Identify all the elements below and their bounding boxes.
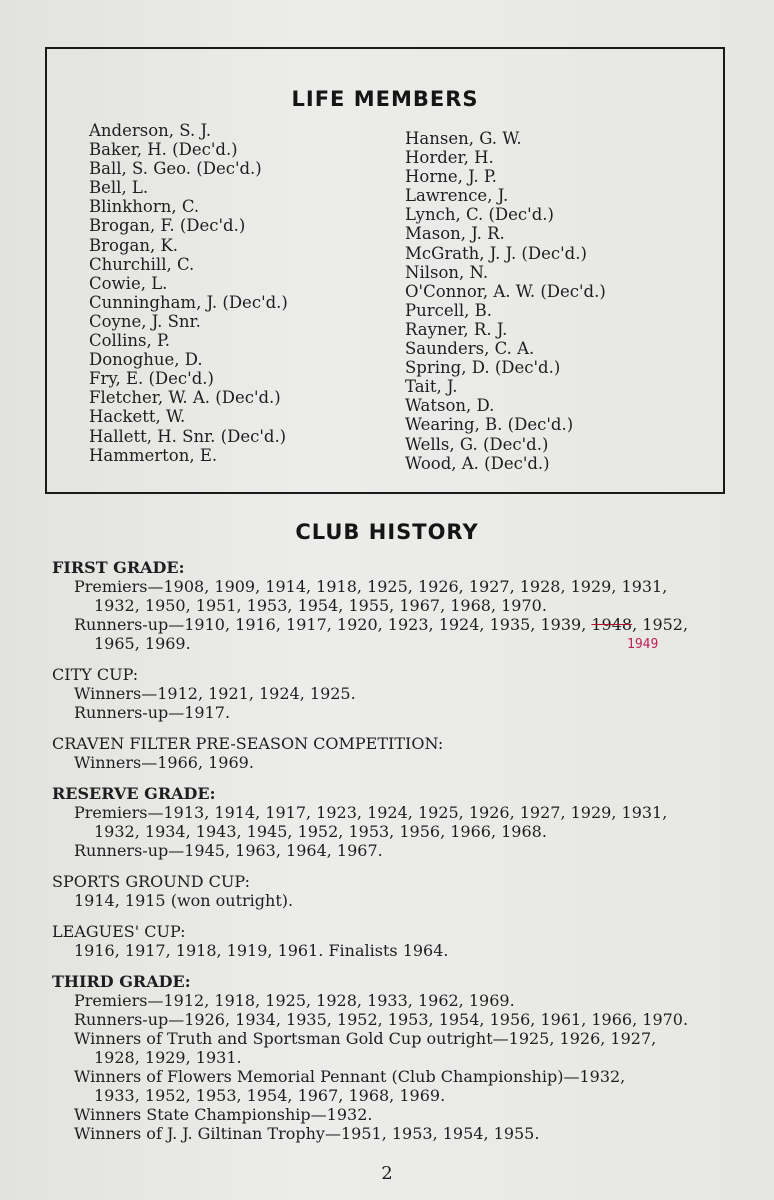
history-line: 1932, 1950, 1951, 1953, 1954, 1955, 1967, 1968, 1970.: [94, 596, 547, 615]
member-entry: Hallett, H. Snr. (Dec'd.): [89, 426, 287, 446]
member-entry: Lawrence, J.: [405, 186, 509, 206]
life-members-right-column: [405, 129, 606, 473]
member-entry: Horder, H.: [405, 148, 494, 168]
history-line: Winners of J. J. Giltinan Trophy—1951, 1953, 1954, 1955.: [74, 1124, 540, 1143]
history-text: , 1952,: [632, 615, 689, 634]
member-entry: Donoghue, D.: [89, 350, 203, 370]
section-heading: RESERVE GRADE:: [52, 784, 216, 803]
life-members-left-column: [89, 121, 288, 465]
member-entry: O'Connor, A. W. (Dec'd.): [405, 281, 606, 301]
member-entry: Coyne, J. Snr.: [89, 311, 201, 331]
member-entry: Wearing, B. (Dec'd.): [405, 415, 574, 435]
history-line: 1916, 1917, 1918, 1919, 1961. Finalists 1964.: [74, 941, 449, 960]
life-members-box: [45, 47, 725, 494]
member-entry: Cowie, L.: [89, 273, 168, 293]
member-entry: Purcell, B.: [405, 300, 493, 320]
city-cup-section: [52, 665, 742, 722]
member-entry: Wells, G. (Dec'd.): [405, 434, 549, 454]
page-number: 2: [381, 1163, 393, 1184]
struck-year: 1948: [591, 615, 633, 634]
member-entry: Lynch, C. (Dec'd.): [405, 205, 554, 225]
history-line: Premiers—1912, 1918, 1925, 1928, 1933, 1962, 1969.: [74, 991, 515, 1010]
history-line: Winners of Flowers Memorial Pennant (Club Championship)—1932,: [74, 1067, 626, 1086]
craven-section: [52, 734, 742, 772]
history-line: 1933, 1952, 1953, 1954, 1967, 1968, 1969.: [94, 1086, 446, 1105]
member-entry: Horne, J. P.: [405, 167, 497, 187]
member-entry: Anderson, S. J.: [89, 121, 212, 140]
member-entry: Cunningham, J. (Dec'd.): [89, 292, 288, 312]
member-entry: Fletcher, W. A. (Dec'd.): [89, 388, 281, 408]
member-entry: Wood, A. (Dec'd.): [405, 453, 550, 473]
history-text: Runners-up—1910, 1916, 1917, 1920, 1923, 1924, 1935, 1939,: [74, 615, 592, 634]
history-line: 1932, 1934, 1943, 1945, 1952, 1953, 1956, 1966, 1968.: [94, 822, 547, 841]
history-line: Runners-up—1926, 1934, 1935, 1952, 1953, 1954, 1956, 1961, 1966, 1970.: [74, 1010, 689, 1029]
sports-ground-cup-section: [52, 872, 742, 910]
history-line: Premiers—1908, 1909, 1914, 1918, 1925, 1926, 1927, 1928, 1929, 1931,: [74, 577, 668, 596]
life-members-title: LIFE MEMBERS: [291, 87, 479, 111]
member-entry: Hammerton, E.: [89, 445, 218, 465]
history-line: Runners-up—1945, 1963, 1964, 1967.: [74, 841, 383, 860]
member-entry: Saunders, C. A.: [405, 339, 535, 359]
reserve-grade-section: [52, 784, 742, 860]
history-line: Runners-up—1917.: [74, 703, 231, 722]
handwritten-correction: 1949: [627, 637, 659, 652]
section-heading: CITY CUP:: [52, 665, 139, 684]
member-entry: Fry, E. (Dec'd.): [89, 369, 214, 389]
member-entry: Ball, S. Geo. (Dec'd.): [89, 159, 262, 179]
history-line: Premiers—1913, 1914, 1917, 1923, 1924, 1925, 1926, 1927, 1929, 1931,: [74, 803, 668, 822]
history-line: 1914, 1915 (won outright).: [74, 891, 294, 910]
member-entry: Nilson, N.: [405, 262, 489, 282]
history-line: Winners—1912, 1921, 1924, 1925.: [74, 684, 356, 703]
member-entry: Bell, L.: [89, 178, 149, 198]
member-entry: Spring, D. (Dec'd.): [405, 358, 561, 378]
member-entry: Tait, J.: [405, 377, 458, 397]
member-entry: Hansen, G. W.: [405, 129, 522, 148]
section-heading: SPORTS GROUND CUP:: [52, 872, 250, 891]
member-entry: Brogan, K.: [89, 235, 179, 255]
member-entry: Hackett, W.: [89, 407, 186, 427]
history-line: Winners State Championship—1932.: [74, 1105, 373, 1124]
section-heading: LEAGUES' CUP:: [52, 922, 186, 941]
history-line: Winners of Truth and Sportsman Gold Cup outright—1925, 1926, 1927,: [74, 1029, 657, 1048]
member-entry: McGrath, J. J. (Dec'd.): [405, 243, 587, 263]
member-entry: Baker, H. (Dec'd.): [89, 140, 238, 160]
club-history-title: CLUB HISTORY: [295, 520, 479, 544]
member-entry: Rayner, R. J.: [405, 319, 508, 339]
member-entry: Collins, P.: [89, 331, 170, 351]
member-entry: Mason, J. R.: [405, 224, 505, 244]
member-entry: Churchill, C.: [89, 254, 195, 274]
section-heading: THIRD GRADE:: [52, 972, 191, 991]
member-entry: Watson, D.: [405, 396, 495, 416]
third-grade-section: [52, 972, 742, 1143]
member-entry: Brogan, F. (Dec'd.): [89, 216, 246, 236]
section-heading: CRAVEN FILTER PRE-SEASON COMPETITION:: [52, 734, 444, 753]
member-entry: Blinkhorn, C.: [89, 197, 200, 217]
history-line: 1965, 1969.: [94, 634, 191, 653]
runners-up-line: [52, 615, 742, 634]
history-line: 1928, 1929, 1931.: [94, 1048, 242, 1067]
history-line: Winners—1966, 1969.: [74, 753, 254, 772]
section-heading: FIRST GRADE:: [52, 558, 185, 577]
leagues-cup-section: [52, 922, 742, 960]
